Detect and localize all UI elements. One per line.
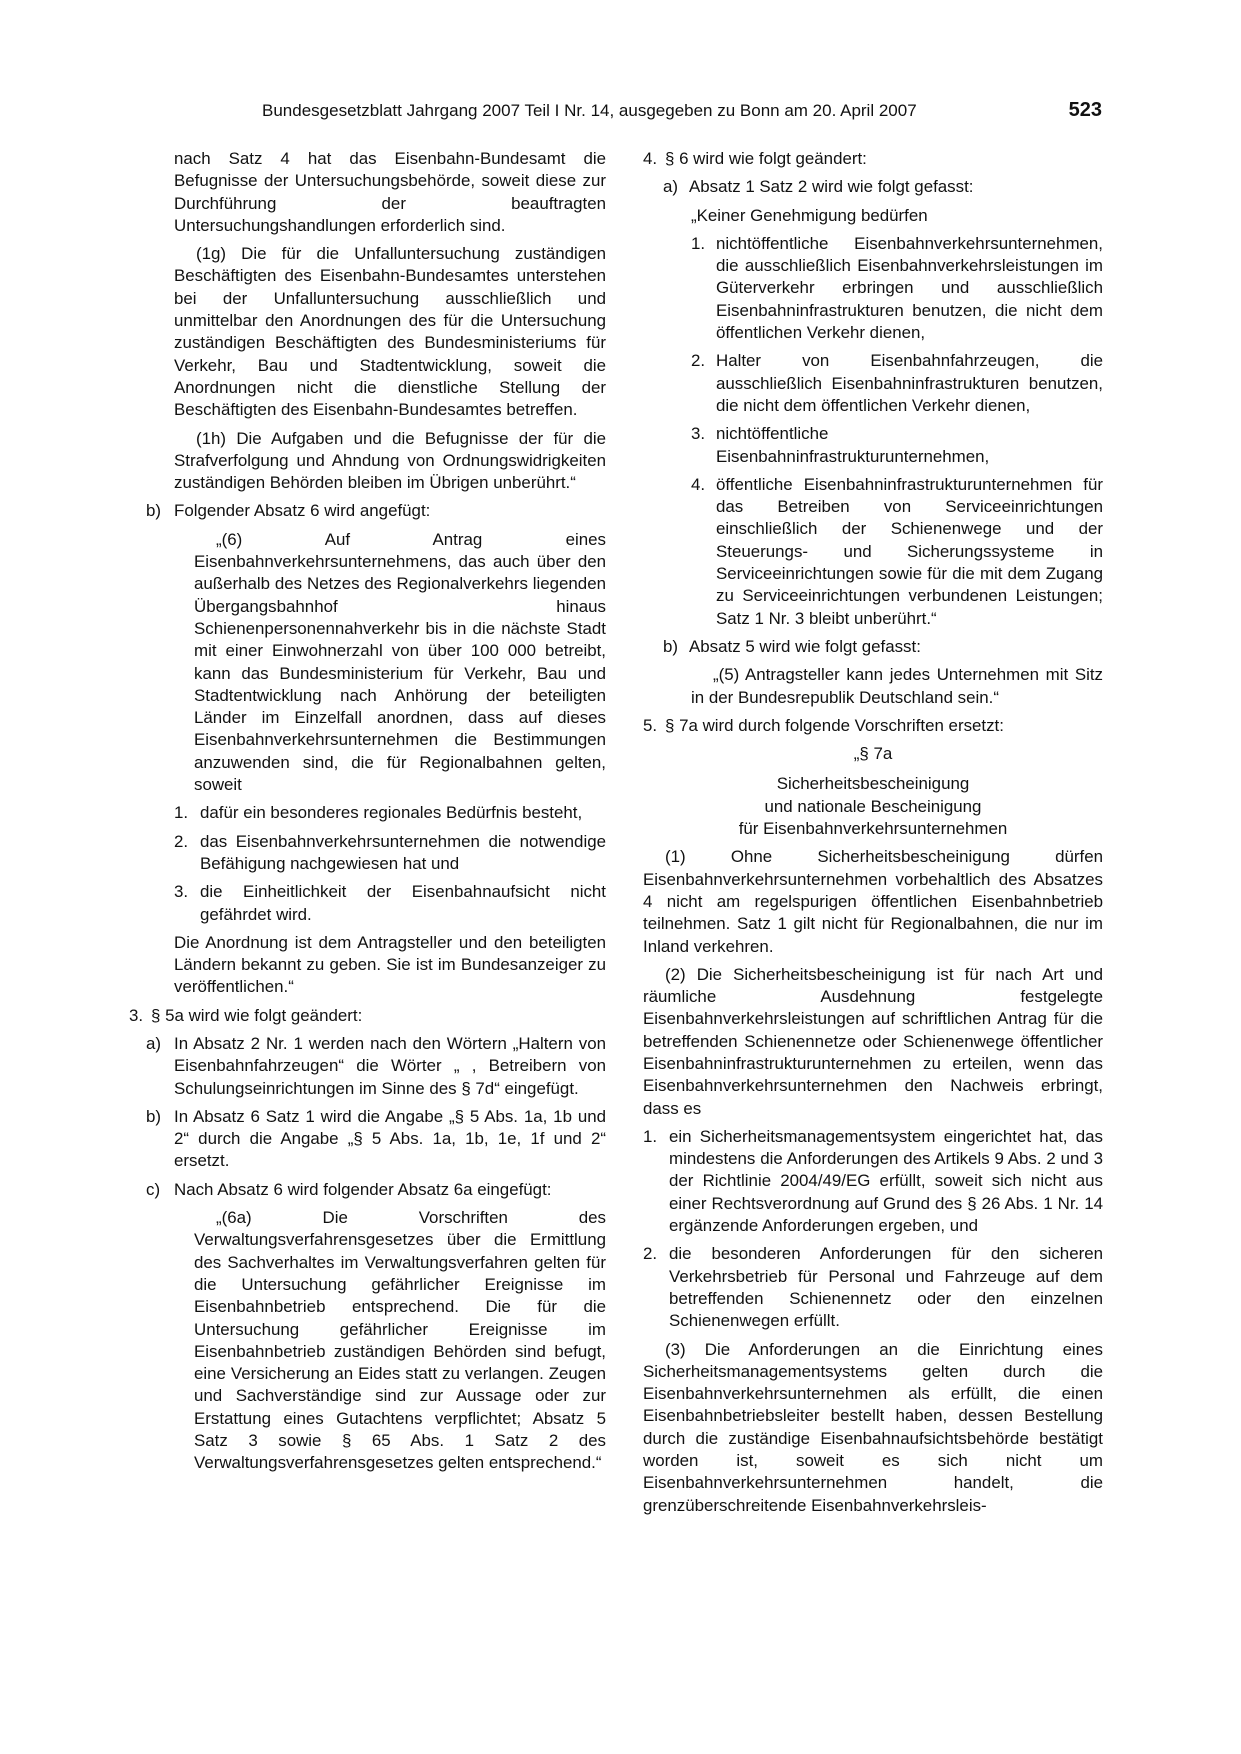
list-item-b bbox=[146, 500, 606, 522]
paragraph-1h: (1h) Die Aufgaben und die Befugnisse der für die Strafverfolgung und Ahndung von Ordnungswidrigkeiten zuständigen Behörden bleiben im Übrigen unberührt.“ bbox=[174, 428, 606, 493]
quote-intro: „Keiner Genehmigung bedürfen bbox=[691, 205, 928, 225]
item-label: 4. bbox=[691, 474, 706, 494]
list-item-a bbox=[663, 176, 1103, 198]
paragraph-2: (2) Die Sicherheitsbescheinigung ist für nach Art und räumliche Ausdehnung festgelegte Eisenbahnverkehrsleistungen auf schriftlichen Antrag für die betreffenden Schienennetze oder Schienenwege öffentlicher Eisenbahninfrastrukturunternehmen zu erteilen, wenn das Eisenbahnverkehrsunternehmen den Nachweis erbringt, dass es bbox=[643, 964, 1103, 1118]
item-label: a) bbox=[146, 1033, 162, 1053]
quote-paragraph-5: „(5) Antragsteller kann jedes Unternehmen mit Sitz in der Bundesrepublik Deutschland sein.“ bbox=[691, 665, 1103, 707]
item-text: das Eisenbahnverkehrsunternehmen die notwendige Befähigung nachgewiesen hat und bbox=[200, 831, 606, 873]
running-header bbox=[262, 100, 1102, 130]
running-title: Bundesgesetzblatt Jahrgang 2007 Teil I Nr. 14, ausgegeben zu Bonn am 20. April 2007 bbox=[262, 101, 917, 120]
list-item-c bbox=[146, 1179, 606, 1201]
right-column bbox=[643, 148, 1103, 1517]
item-text: Halter von Eisenbahnfahrzeugen, die ausschließlich Eisenbahninfrastrukturen benutzen, die nicht dem öffentlichen Verkehr dienen, bbox=[716, 351, 1103, 415]
item-text: § 6 wird wie folgt geändert: bbox=[665, 149, 867, 168]
list-item bbox=[691, 350, 1103, 417]
item-label: 5. bbox=[643, 715, 658, 735]
paragraph-3: (3) Die Anforderungen an die Einrichtung eines Sicherheitsmanagementsystems gelten durch die Eisenbahnverkehrsunternehmen als erfüllt, die einen Eisenbahnbetriebsleiter bestellt haben, dessen Bestellung durch die zuständige Eisenbahnaufsichtsbehörde bestätigt worden ist, soweit es sich nicht um Eisenbahnverkehrsunternehmen handelt, die grenzüberschreitende Eisenbahnverkehrsleis- bbox=[643, 1339, 1103, 1515]
section-number: „§ 7a bbox=[853, 744, 893, 764]
list-item bbox=[691, 423, 1103, 468]
left-column bbox=[129, 148, 606, 1475]
item-text: die Einheitlichkeit der Eisenbahnaufsicht nicht gefährdet wird. bbox=[200, 882, 606, 924]
item-label: 3. bbox=[174, 882, 189, 902]
closing-paragraph: Die Anordnung ist dem Antragsteller und den beteiligten Ländern bekannt zu geben. Sie ist im Bundesanzeiger zu veröffentlichen.“ bbox=[174, 932, 606, 997]
list-item bbox=[174, 831, 606, 876]
item-label: 3. bbox=[129, 1005, 144, 1025]
list-item-3 bbox=[129, 1005, 606, 1027]
item-text: Folgender Absatz 6 wird angefügt: bbox=[174, 501, 431, 521]
item-label: c) bbox=[146, 1179, 161, 1199]
item-label: 1. bbox=[174, 803, 189, 823]
section-title-line: und nationale Bescheinigung bbox=[764, 796, 982, 816]
list-item bbox=[174, 881, 606, 926]
list-item-4 bbox=[643, 148, 1103, 170]
item-label: 2. bbox=[174, 831, 189, 851]
item-label: 1. bbox=[643, 1126, 658, 1146]
item-text: nichtöffentliche Eisenbahnverkehrsunternehmen, die ausschließlich Eisenbahnverkehrsleistungen im Güterverkehr erbringen und ausschließlich Eisenbahninfrastrukturen benutzen, die nicht dem öffentlichen Verkehr dienen, bbox=[716, 233, 1103, 343]
item-text: In Absatz 2 Nr. 1 werden nach den Wörtern „Haltern von Eisenbahnfahrzeugen“ die Wörter „ , Betreibern von Schulungseinrichtungen im Sinne des § 7d“ eingefügt. bbox=[174, 1033, 606, 1098]
item-label: b) bbox=[146, 501, 162, 521]
item-label: 2. bbox=[691, 351, 706, 371]
item-text: § 5a wird wie folgt geändert: bbox=[151, 1005, 363, 1025]
list-item bbox=[643, 1243, 1103, 1332]
section-title-line: für Eisenbahnverkehrsunternehmen bbox=[738, 819, 1008, 839]
item-label: 1. bbox=[691, 233, 706, 253]
item-text: ein Sicherheitsmanagementsystem eingerichtet hat, das mindestens die Anforderungen des Artikels 9 Abs. 2 und 3 der Richtlinie 2004/49/EG erfüllt, soweit sich nicht aus einer Rechtsverordnung auf Grund des § 26 Abs. 1 Nr. 14 ergänzende Anforderungen ergeben, und bbox=[669, 1126, 1103, 1236]
list-item-b bbox=[146, 1106, 606, 1173]
list-item bbox=[691, 474, 1103, 630]
item-text: Absatz 1 Satz 2 wird wie folgt gefasst: bbox=[689, 177, 974, 197]
item-label: b) bbox=[146, 1106, 162, 1126]
item-text: § 7a wird durch folgende Vorschriften ersetzt: bbox=[665, 715, 1004, 735]
list-item-b bbox=[663, 636, 1103, 658]
list-item-5 bbox=[643, 715, 1103, 737]
list-item bbox=[174, 802, 606, 824]
paragraph-1g: (1g) Die für die Unfalluntersuchung zuständigen Beschäftigten des Eisenbahn-Bundesamtes unterstehen bei der Unfalluntersuchung ausschließlich und unmittelbar den Anordnungen des für die Untersuchung zuständigen Beschäftigten des Bundesministeriums für Verkehr, Bau und Stadtentwicklung, soweit die Anordnungen nicht die dienstliche Stellung der Beschäftigten des Eisenbahn-Bundesamtes betreffen. bbox=[174, 244, 606, 420]
list-item bbox=[643, 1126, 1103, 1237]
item-text: Absatz 5 wird wie folgt gefasst: bbox=[689, 636, 921, 656]
paragraph-1: (1) Ohne Sicherheitsbescheinigung dürfen Eisenbahnverkehrsunternehmen vorbehaltlich des Absatzes 4 nicht am regelspurigen öffentlichen Eisenbahnbetrieb teilnehmen. Satz 1 gilt nicht für Regionalbahnen, die nur im Inland verkehren. bbox=[643, 847, 1103, 956]
item-text: öffentliche Eisenbahninfrastrukturunternehmen für das Betreiben von Serviceeinrichtungen einschließlich der Schienenwege und der Steuerungs- und Sicherungssysteme in Serviceeinrichtungen sowie für die mit dem Zugang zu Serviceeinrichtungen verbundenen Leistungen; Satz 1 Nr. 3 bleibt unberührt.“ bbox=[716, 474, 1103, 628]
section-title-line: Sicherheitsbescheinigung bbox=[776, 774, 970, 794]
item-label: b) bbox=[663, 636, 679, 656]
item-text: nichtöffentliche Eisenbahninfrastrukturunternehmen, bbox=[716, 424, 990, 466]
list-item bbox=[691, 233, 1103, 344]
quote-paragraph-6: „(6) Auf Antrag eines Eisenbahnverkehrsunternehmens, das auch über den außerhalb des Netzes des Regionalverkehrs liegenden Übergangsbahnhof hinaus Schienenpersonennahverkehr bis in die nächste Stadt mit einer Einwohnerzahl von über 100 000 betreibt, kann das Bundesministerium für Verkehr, Bau und Stadtentwicklung nach Anhörung der beteiligten Länder im Einzelfall anordnen, dass auf dieses Eisenbahnverkehrsunternehmen die Bestimmungen anzuwenden sind, die für Regionalbahnen gelten, soweit bbox=[194, 529, 606, 795]
item-label: 2. bbox=[643, 1244, 658, 1264]
item-label: 4. bbox=[643, 149, 658, 168]
item-text: die besonderen Anforderungen für den sicheren Verkehrsbetrieb für Personal und Fahrzeuge auf dem betreffenden Schienennetz oder den einzelnen Schienenwegen erfüllt. bbox=[669, 1244, 1103, 1331]
page-number: 523 bbox=[1068, 99, 1102, 121]
item-text: Nach Absatz 6 wird folgender Absatz 6a eingefügt: bbox=[174, 1179, 552, 1199]
item-label: 3. bbox=[691, 424, 706, 444]
item-text: dafür ein besonderes regionales Bedürfnis besteht, bbox=[200, 803, 583, 823]
continued-paragraph: nach Satz 4 hat das Eisenbahn-Bundesamt die Befugnisse der Untersuchungsbehörde, soweit diese zur Durchführung der beauftragten Untersuchungshandlungen erforderlich sind. bbox=[174, 149, 606, 235]
list-item-a bbox=[146, 1033, 606, 1100]
item-label: a) bbox=[663, 177, 679, 197]
item-text: In Absatz 6 Satz 1 wird die Angabe „§ 5 Abs. 1a, 1b und 2“ durch die Angabe „§ 5 Abs. 1a, 1b, 1e, 1f und 2“ ersetzt. bbox=[174, 1106, 606, 1171]
quote-paragraph-6a: „(6a) Die Vorschriften des Verwaltungsverfahrensgesetzes über die Ermittlung des Sachverhaltes im Verwaltungsverfahren gelten für die Untersuchung gefährlicher Ereignisse im Eisenbahnbetrieb entsprechend. Die für die Untersuchung gefährlicher Ereignisse im Eisenbahnbetrieb zuständigen Behörden sind befugt, eine Versicherung an Eides statt zu verlangen. Zeugen und Sachverständige sind zur Aussage oder zur Erstattung eines Gutachtens verpflichtet; Absatz 5 Satz 3 sowie § 65 Abs. 1 Satz 2 des Verwaltungsverfahrensgesetzes gelten entsprechend.“ bbox=[194, 1208, 606, 1473]
